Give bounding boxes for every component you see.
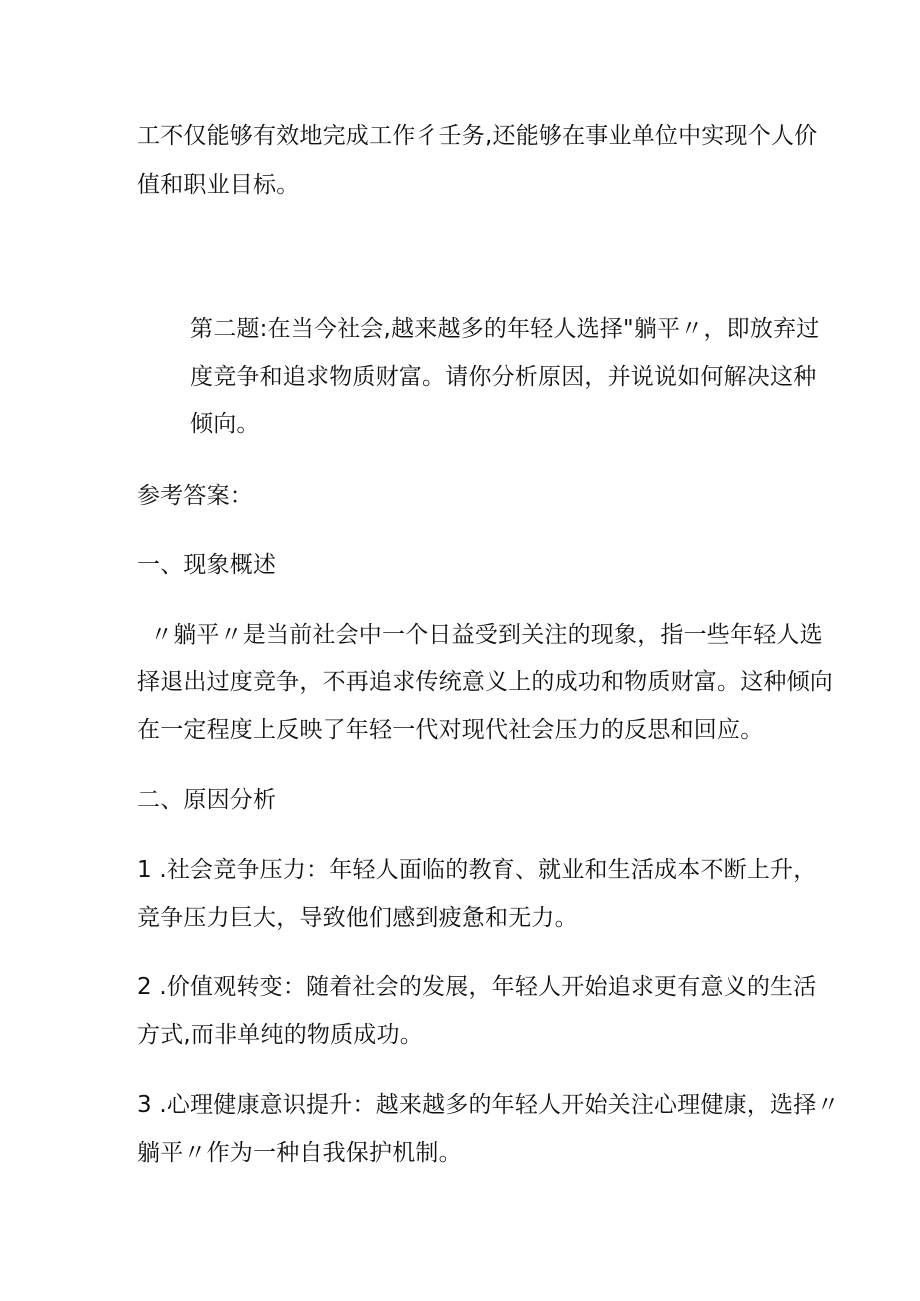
question-line: 第二题:在当今社会,越来越多的年轻人选择"躺平〃，即放弃过: [190, 316, 820, 342]
continuation-line: 值和职业目标。: [137, 172, 300, 198]
answer-label: 参考答案：: [137, 483, 253, 509]
section-heading: 一、现象概述: [137, 552, 277, 578]
list-item-line: 方式,而非单纯的物质成功。: [137, 1022, 423, 1048]
list-item-line: 3 .心理健康意识提升：越来越多的年轻人开始关注心理健康，选择〃: [137, 1092, 840, 1118]
section-heading: 二、原因分析: [137, 787, 277, 813]
paragraph-line: 在一定程度上反映了年轻一代对现代社会压力的反思和回应。: [137, 717, 764, 743]
list-item-line: 2 .价值观转变：随着社会的发展，年轻人开始追求更有意义的生活: [137, 974, 817, 1000]
paragraph-line: 择退出过度竞争，不再追求传统意义上的成功和物质财富。这种倾向: [137, 669, 833, 695]
list-item-line: 1 .社会竞争压力：年轻人面临的教育、就业和生活成本不断上升，: [137, 857, 817, 883]
list-item-line: 躺平〃作为一种自我保护机制。: [137, 1140, 462, 1166]
question-line: 倾向。: [190, 411, 260, 437]
continuation-line: 工不仅能够有效地完成工作彳壬务,还能够在事业单位中实现个人价: [137, 123, 818, 149]
list-item-line: 竞争压力巨大，导致他们感到疲惫和无力。: [137, 905, 578, 931]
paragraph-line: 〃躺平〃是当前社会中一个日益受到关注的现象，指一些年轻人选: [150, 622, 823, 648]
question-line: 度竞争和追求物质财富。请你分析原因，并说说如何解决这种: [190, 364, 817, 390]
